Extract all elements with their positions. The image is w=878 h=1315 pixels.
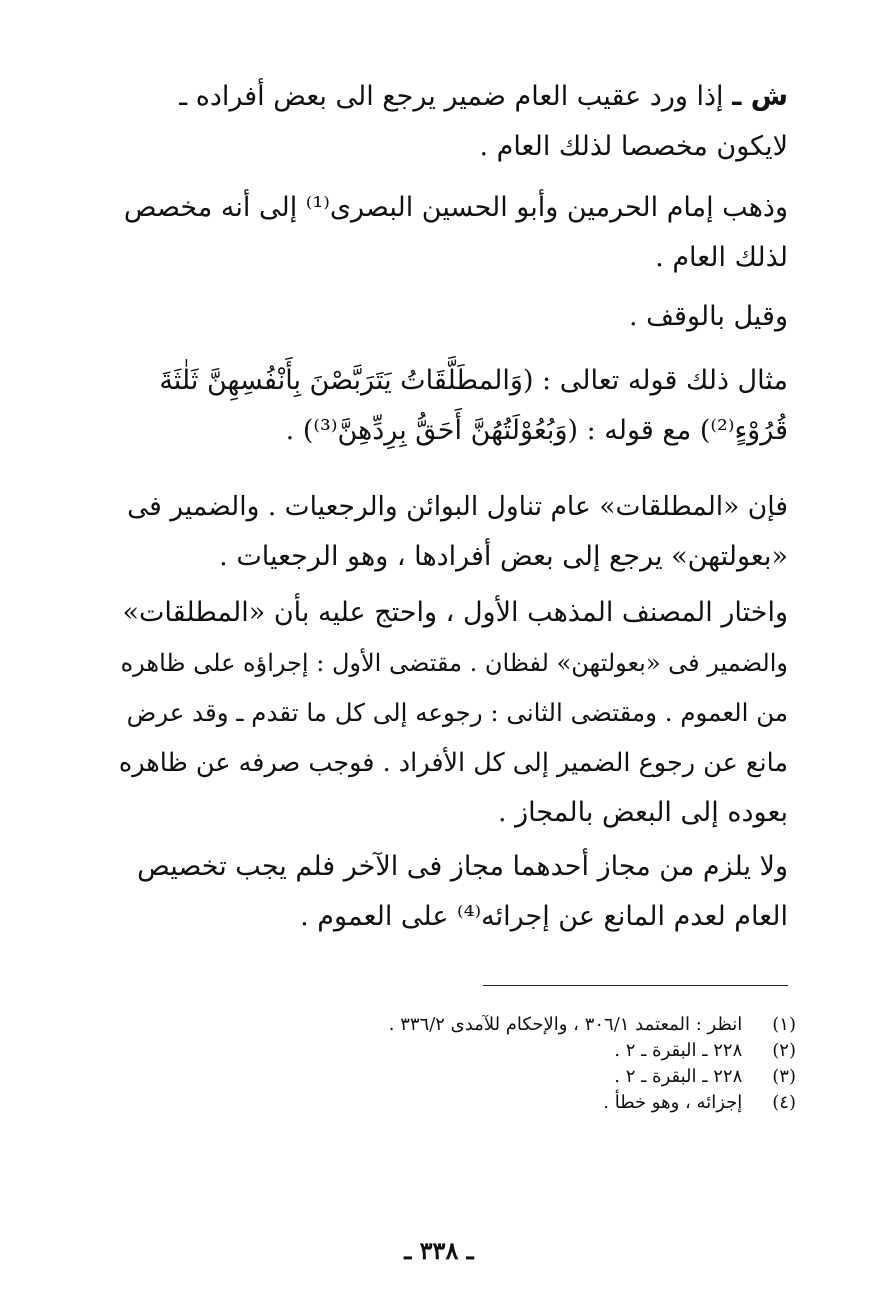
footnote-text: إجزائه ، وهو خطأ . <box>603 1092 743 1113</box>
footnote-number: (١) <box>772 1014 796 1035</box>
footnote-text: ٢٢٨ ـ البقرة ـ ٢ . <box>614 1040 743 1061</box>
paragraph-6 <box>118 588 788 838</box>
paragraph-7 <box>118 842 788 942</box>
footnote-number: (٢) <box>772 1040 796 1061</box>
paragraph-line: قُرُوْءٍ⁽²⁾) مع قوله : (وَبُعُوْلَتُهُنَّ أَحَقُّ بِرِدِّهِنَّ⁽³⁾) . <box>285 415 788 446</box>
footnote-4 <box>236 1090 796 1116</box>
paragraph-line: وذهب إمام الحرمين وأبو الحسين البصرى⁽¹⁾ إلى أنه مخصص <box>123 192 788 223</box>
paragraph-3 <box>118 292 788 342</box>
footnotes <box>236 1012 796 1116</box>
paragraph-line: لذلك العام . <box>655 242 788 273</box>
footnote-2 <box>236 1038 796 1064</box>
footnote-number: (٤) <box>772 1092 796 1113</box>
paragraph-5 <box>118 482 788 582</box>
paragraph-line: مثال ذلك قوله تعالى : (وَالمطَلَّقَاتُ يَتَرَبَّصْنَ بِأَنْفُسِهِنَّ ثَلٰثَةَ <box>159 365 788 396</box>
paragraph-4 <box>118 356 788 456</box>
paragraph-line: والضمير فى «بعولتهن» لفظان . مقتضى الأول : إجراؤه على ظاهره <box>120 649 788 677</box>
page-number: ـ ٣٣٨ ـ <box>404 1236 474 1265</box>
paragraph-line: بعوده إلى البعض بالمجاز . <box>497 797 788 828</box>
footnote-number: (٣) <box>772 1066 796 1087</box>
line-text: إذا ورد عقيب العام ضمير يرجع الى بعض أفراده ـ <box>179 81 724 112</box>
paragraph-line <box>118 72 788 122</box>
paragraph-line: مانع عن رجوع الضمير إلى كل الأفراد . فوجب صرفه عن ظاهره <box>118 748 788 778</box>
paragraph-line: ولا يلزم من مجاز أحدهما مجاز فى الآخر فلم يجب تخصيص <box>137 851 788 882</box>
paragraph-line: واختار المصنف المذهب الأول ، واحتج عليه بأن «المطلقات» <box>122 597 788 628</box>
paragraph-2 <box>118 183 788 283</box>
paragraph-line: فإن «المطلقات» عام تناول البوائن والرجعيات . والضمير فى <box>127 491 788 522</box>
footnote-text: انظر : المعتمد ٣٠٦/١ ، والإحكام للآمدى ٣٣٦/٢ . <box>388 1014 743 1035</box>
paragraph-line: العام لعدم المانع عن إجرائه⁽⁴⁾ على العموم . <box>300 901 788 932</box>
paragraph-line: لايكون مخصصا لذلك العام . <box>479 131 788 162</box>
paragraph-line: وقيل بالوقف . <box>628 301 788 332</box>
footnote-3 <box>236 1064 796 1090</box>
footnote-text: ٢٢٨ ـ البقرة ـ ٢ . <box>614 1066 743 1087</box>
footnote-divider <box>483 985 788 986</box>
footnote-1 <box>236 1012 796 1038</box>
paragraph-lead: ش ـ <box>732 81 788 112</box>
paragraph-line: من العموم . ومقتضى الثانى : رجوعه إلى كل ما تقدم ـ وقد عرض <box>126 698 788 727</box>
paragraph-1 <box>118 72 788 172</box>
paragraph-line: «بعولتهن» يرجع إلى بعض أفرادها ، وهو الرجعيات . <box>219 541 788 572</box>
